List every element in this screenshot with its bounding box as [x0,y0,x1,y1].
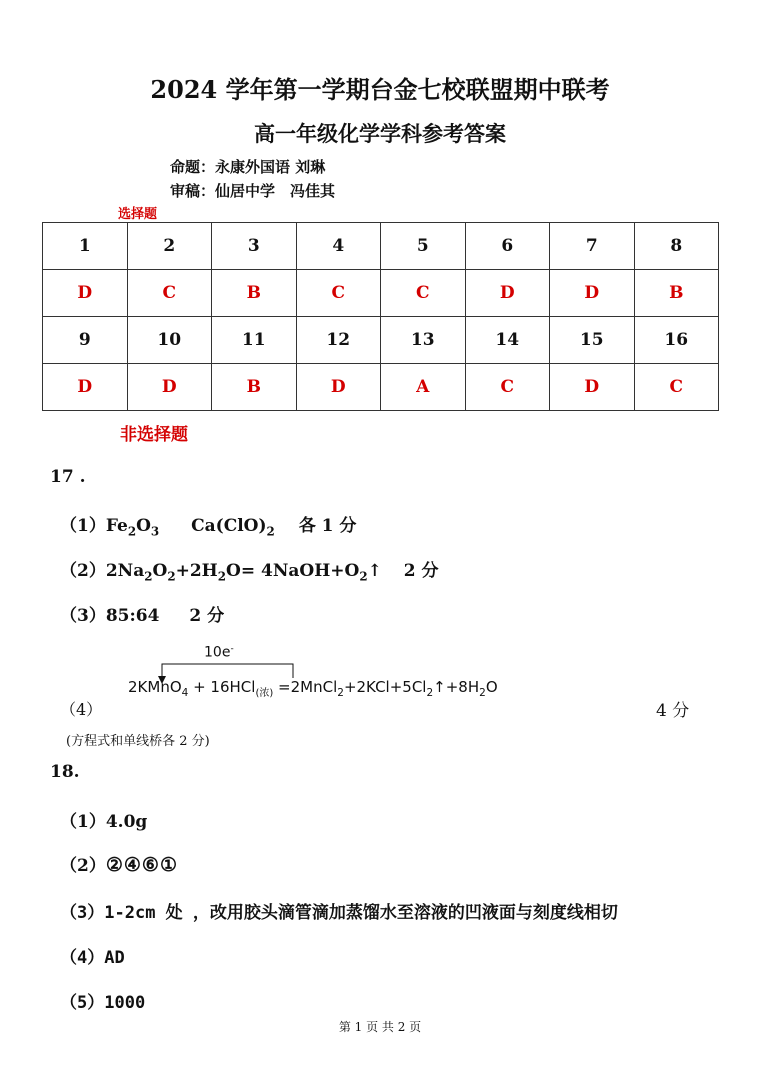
mcq-answer-table [42,222,719,411]
answer-cell: D [550,364,635,411]
part-index: （3） [60,903,105,923]
answer-cell: D [465,270,550,317]
question-number-cell: 8 [634,223,719,270]
q17-part-3: （3）85:64 2 分 [60,606,225,626]
question-number-cell: 2 [127,223,212,270]
question-number-cell: 14 [465,317,550,364]
part-index: （5） [60,993,105,1013]
question-number-cell: 6 [465,223,550,270]
table-row [43,364,719,411]
answer-cell: B [212,364,297,411]
table-row [43,317,719,364]
answer-cell: D [127,364,212,411]
answer-cell: D [43,364,128,411]
question-number-cell: 7 [550,223,635,270]
answer-cell: D [43,270,128,317]
page-title: 2024 学年第一学期台金七校联盟期中联考 [150,75,610,104]
answer-cell: C [465,364,550,411]
part-index: （4） [60,948,105,968]
answer-cell: B [212,270,297,317]
score-text: 4 分 [656,701,690,721]
author-line: 命题：永康外国语 刘琳 [170,158,326,176]
question-number-cell: 11 [212,317,297,364]
question-number-cell: 9 [43,317,128,364]
score-text: 各 1 分 [298,516,357,536]
question-number-cell: 10 [127,317,212,364]
score-text: 2 分 [403,561,439,581]
reviewer-line: 审稿：仙居中学 冯佳其 [170,182,336,200]
question-number-cell: 5 [381,223,466,270]
answer-cell: D [550,270,635,317]
part-index: （1） [60,812,106,832]
question-number-cell: 4 [296,223,381,270]
answer-cell: C [127,270,212,317]
answer-cell: C [381,270,466,317]
answer-cell: B [634,270,719,317]
mcq-label: 选择题 [118,207,158,222]
question-number-cell: 1 [43,223,128,270]
part-index: （1） [60,516,106,536]
part-index: （2） [60,856,106,876]
q18-part-1: （1）4.0g [60,812,148,832]
page-footer: 第 1 页 共 2 页 [338,1020,422,1034]
question-17-number: 17 . [50,467,86,487]
q17-part-4-equation: 2KMnO$_4$ + $16HCl_{(浓)} =2MnCl_2+2KCl+5Cl_2↑+8H_2O$ [128,678,498,699]
question-number-cell: 15 [550,317,635,364]
table-row [43,270,719,317]
question-number-cell: 12 [296,317,381,364]
q18-part-3: （3）1-2cm 处 ，改用胶头滴管滴加蒸馏水至溶液的凹液面与刻度线相切 [60,903,618,923]
scoring-note: (方程式和单线桥各 2 分) [66,734,210,749]
page-subtitle: 高一年级化学学科参考答案 [254,121,506,146]
answer-cell: C [296,270,381,317]
score-text: 2 分 [189,606,225,626]
non-mcq-label: 非选择题 [120,425,188,445]
answer-cell: A [381,364,466,411]
question-number-cell: 13 [381,317,466,364]
part-index: （3） [60,606,106,626]
q17-part-1: $(1)Fe_2O_3$ $Ca(ClO)_2$ 各 1 分 [60,516,357,539]
part-index: （2） [60,561,106,581]
answer-cell: C [634,364,719,411]
q17-part-4-index: （4） [60,700,103,719]
q18-part-4: （4）AD [60,948,125,968]
question-number-cell: 16 [634,317,719,364]
q18-part-2: （2）②④⑥① [60,854,178,876]
q17-part-2: $(2)2Na_2O_2+2H_2O=$ $4NaOH+O_2↑$ 2 分 [60,561,439,584]
q18-part-5: （5）1000 [60,993,146,1013]
question-number-cell: 3 [212,223,297,270]
electron-transfer-label: 10e- [204,644,234,661]
answer-cell: D [296,364,381,411]
question-18-number: 18. [50,762,80,782]
table-row [43,223,719,270]
